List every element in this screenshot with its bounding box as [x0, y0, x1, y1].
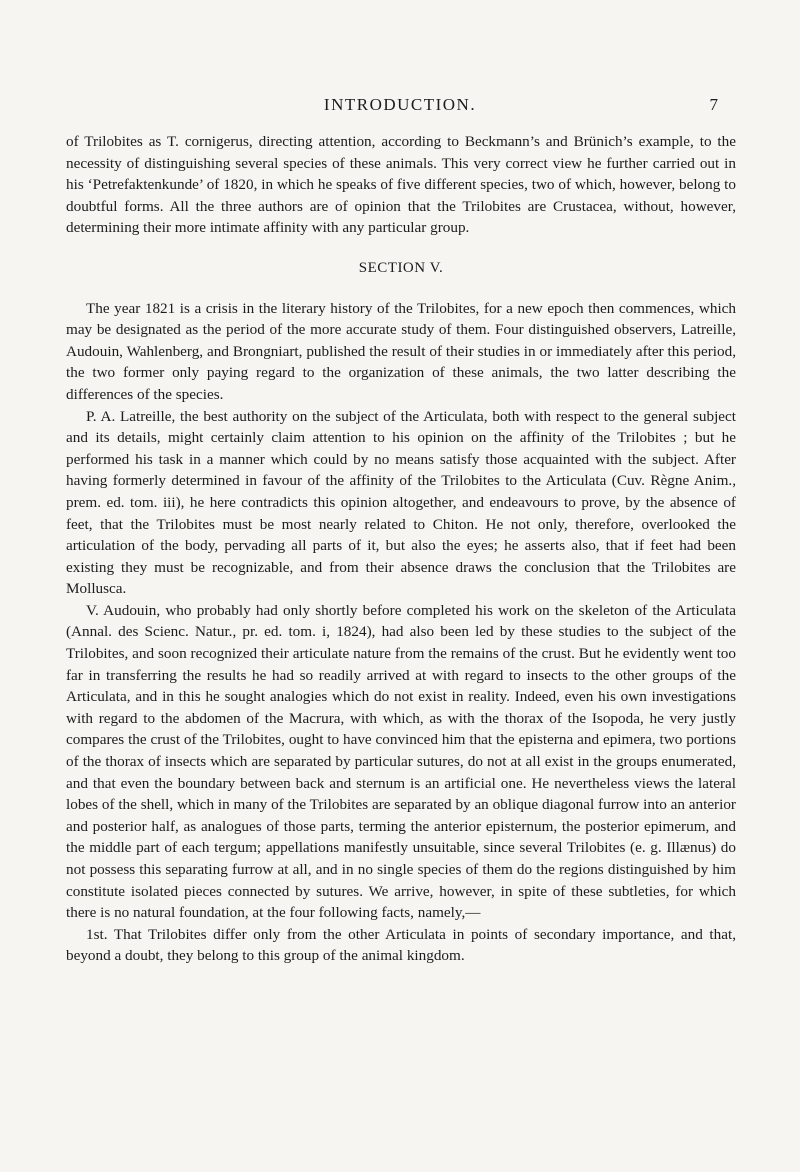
paragraph-3: P. A. Latreille, the best authority on the subject of the Articulata, both with respect to the general subject and its details, might certainly claim attention to his opinion on the affinity of the Trilobites ; but he performed his task in a manner which could by no means satisfy those acquainted with the subject. After having formerly determined in favour of the affinity of the Trilobites to the Articulata (Cuv. Règne Anim., prem. ed. tom. iii), he here contradicts this opinion altogether, and endeavours to prove, by the absence of feet, that the Trilobites must be most nearly related to Chiton. He not only, therefore, overlooked the articulation of the body, pervading all parts of it, but also the eyes; he asserts also, that if feet had been existing they must be recognizable, and from their absence draws the conclusion that the Trilobites are Mollusca.: [66, 407, 736, 598]
page-number: 7: [709, 95, 718, 114]
paragraph-1: of Trilobites as T. cornigerus, directing attention, according to Beckmann’s and Brünich’s example, to the necessity of distinguishing several species of these animals. This very correct view he further carried out in his ‘Petrefaktenkunde’ of 1820, in which he speaks of five different species, two of which, however, belong to doubtful forms. All the three authors are of opinion that the Trilobites are Crustacea, without, however, determining their more intimate affinity with any particular group.: [66, 133, 736, 237]
paragraph-4: V. Audouin, who probably had only shortly before completed his work on the skeleton of the Articulata (Annal. des Scienc. Natur., pr. ed. tom. i, 1824), had also been led by these studies to the subject of the Trilobites, and soon recognized their articulate nature from the remains of the crust. But he evidently went too far in transferring the results he had so readily arrived at with regard to insects to the other groups of the Articulata, and in this he sought analogies which do not exist in reality. Indeed, even his own investigations with regard to the abdomen of the Macrura, with which, as with the thorax of the Isopoda, he very justly compares the crust of the Trilobites, ought to have convinced him that the episterna and epimera, two portions of the thorax of insects which are separated by particular sutures, do not at all exist in the groups enumerated, and that even the boundary between back and sternum is an artificial one. He nevertheless views the lateral lobes of the shell, which in many of the Trilobites are separated by an oblique diagonal furrow into an anterior and posterior half, as analogues of those parts, terming the anterior episternum, the posterior epimerum, and the middle part of each tergum; appellations manifestly unsuitable, since several Trilobites (e. g. Illænus) do not possess this separating furrow at all, and in no single species of them do the regions distinguished by him constitute isolated pieces connected by sutures. We arrive, however, in spite of these subtleties, for which there is no natural foundation, at the four following facts, namely,—: [66, 601, 736, 922]
running-head: [0, 95, 800, 119]
body-text: [66, 131, 736, 967]
section-heading: SECTION V.: [358, 259, 444, 276]
running-title: INTRODUCTION.: [323, 95, 477, 114]
paragraph-5: 1st. That Trilobites differ only from the other Articulata in points of secondary importance, and that, beyond a doubt, they belong to this group of the animal kingdom.: [66, 925, 736, 965]
paragraph-2: The year 1821 is a crisis in the literary history of the Trilobites, for a new epoch then commences, which may be designated as the period of the more accurate study of them. Four distinguished observers, Latreille, Audouin, Wahlenberg, and Brongniart, published the result of their studies in or immediately after this period, the two former only paying regard to the organization of these animals, the two latter describing the differences of the species.: [66, 299, 736, 403]
